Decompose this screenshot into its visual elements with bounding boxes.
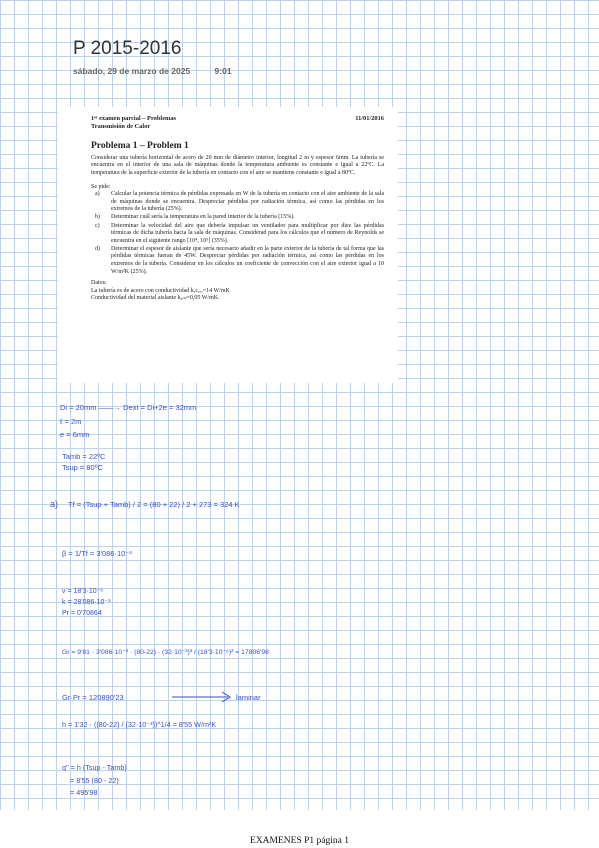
hw-film-temperature: Tf = (Tsup + Tamb) / 2 = (80 + 22) / 2 + 273 = 324 K [68, 500, 240, 509]
page-title: P 2015-2016 [73, 38, 182, 59]
hw-tamb: Tamb = 22ºC [62, 452, 106, 461]
list-item: a) Calcular la potencia térmica de pérdidas expresada en W de la tubería en contacto con el aire ambiente de la sala de máquinas donde se encuentra. Despreciar pérdidas por radiación térmica, así como las pérdidas en los extremos de la tubería (25%). [95, 191, 384, 213]
hw-rayleigh: Gr·Pr = 120890'23 [62, 693, 124, 702]
problem-title: Problema 1 – Problem 1 [91, 141, 189, 152]
problem-statement: Considerar una tubería horizontal de acero de 20 mm de diámetro interior, longitud 2 m y espesor 6mm. La tubería se encuentra en el interior de una sala de máquinas donde la temperatura ambiente es constante e igual a 22ºC. La temperatura de la superficie exterior de la tubería en contacto con el aire se mantiene constante e igual a 80ºC. [91, 154, 384, 176]
exam-header-date: 11/01/2016 [355, 115, 384, 122]
exam-subject: Transmisión de Calor [91, 122, 151, 130]
note-time: 9:01 [214, 66, 232, 76]
dato-insulation-conductivity: Conductividad del material aislante kₐᵢₛₗ=0,05 W/mK. [91, 295, 220, 302]
hw-h-coefficient: h = 1'32 · ((80-22) / (32·10⁻³))^1/4 = 8'55 W/m²K [62, 720, 217, 729]
hw-tsup: Tsup = 80ºC [62, 463, 103, 472]
hw-part-a-label: a) [50, 499, 59, 509]
hw-prandtl: Pr = 0'70864 [62, 610, 102, 617]
dato-steel-conductivity: La tubería es de acero con conductividad kₐcₑᵣₒ=14 W/mK [91, 287, 230, 294]
list-item: d) Determinar el espesor de aislante que sería necesario añadir en la parte exterior de la tubería de tal forma que las pérdidas térmicas fueran de 45W. Despreciar pérdidas por radiación térmica, así como las pérdidas en los extremos de la tubería. Considerar en los cálculos un coeficiente de convección con el aire exterior igual a 10 W/m²K (25%). [95, 245, 384, 275]
list-item: b) Determinar cuál sería la temperatura en la pared interior de la tubería (15%). [95, 214, 295, 221]
se-pide-label: Se pide: [91, 183, 111, 190]
hw-conductivity: k = 28'086·10⁻³ [62, 599, 111, 606]
hw-beta: β = 1/Tf = 3'086·10⁻³ [62, 549, 132, 558]
note-date: sábado, 29 de marzo de 2025 [73, 66, 191, 76]
hw-heat-flux-result: = 495'98 [70, 788, 98, 797]
hw-thickness: e = 6mm [60, 430, 90, 439]
hw-length: ℓ = 2m [60, 417, 82, 426]
arrow-icon [172, 692, 230, 702]
hw-diameter: Di = 20mm ——→ Dext = Di+2e = 32mm [60, 403, 197, 412]
hw-heat-flux-subst: = 8'55 (80 - 22) [70, 776, 119, 785]
hw-heat-flux-formula: q'' = h (Tsup - Tamb) [62, 763, 127, 772]
hw-regime: laminar [236, 693, 261, 702]
hw-grashof: Gr = 9'81 · 3'086·10⁻³ · (80-22) · (32·10⁻³)³ / (18'3·10⁻⁶)² = 17806'98 [62, 649, 269, 656]
hw-viscosity: ν = 18'3·10⁻⁶ [62, 588, 104, 595]
page-footer: EXAMENES P1 página 1 [250, 836, 349, 846]
datos-label: Datos: [91, 280, 107, 287]
list-item: c) Determinar la velocidad del aire que debería impulsar un ventilador para multiplicar por diez las pérdidas térmicas de dicha tubería hacia la sala de máquinas. Considerad para los cálculos que el número de Reynolds se encuentra en el siguiente rango [10⁴, 10⁵] (35%). [95, 222, 384, 244]
exam-header-left: 1ᵉʳ examen parcial – Problemas [91, 115, 177, 122]
